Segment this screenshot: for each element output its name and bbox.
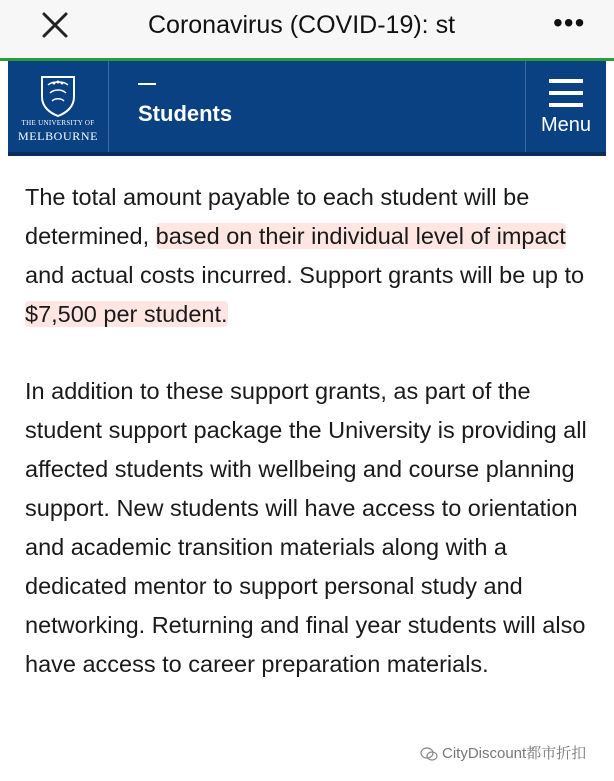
university-header: [8, 61, 606, 156]
page-title: Coronavirus (COVID-19): st: [148, 8, 508, 42]
text-segment: and actual costs incurred. Support grants will be up to: [25, 262, 585, 288]
menu-label: Menu: [540, 114, 592, 136]
menu-button[interactable]: [526, 61, 606, 152]
watermark: [420, 742, 586, 763]
watermark-text: CityDiscount都市折扣: [442, 745, 587, 762]
browser-top-bar: [0, 0, 614, 58]
header-bottom-border: [8, 152, 606, 156]
highlighted-text: $7,500 per student.: [25, 301, 228, 327]
more-icon[interactable]: •••: [553, 7, 586, 38]
crest-icon: [34, 71, 82, 119]
logo-text-bottom: MELBOURNE: [17, 129, 99, 143]
wechat-icon: [420, 747, 438, 761]
divider: [108, 61, 109, 152]
text-segment: The total amount payable to each student will be determined,: [25, 184, 530, 249]
article-body: [25, 178, 600, 684]
section-title[interactable]: Students: [138, 101, 233, 126]
close-icon[interactable]: [40, 10, 70, 40]
paragraph-grants: [25, 178, 600, 334]
paragraph-support: In addition to these support grants, as part of the student support package the University is providing all affected students with wellbeing and course planning support. New students will have access to orientation and academic transition materials along with a dedicated mentor to support personal study and networking. Returning and final year students will also have access to career preparation materials.: [25, 378, 587, 677]
logo-text-top: THE UNIVERSITY OF: [21, 119, 95, 127]
highlighted-text: based on their individual level of impact: [155, 223, 566, 249]
university-logo[interactable]: [8, 61, 108, 152]
section-dash: [138, 83, 156, 85]
hamburger-icon: [549, 79, 583, 107]
